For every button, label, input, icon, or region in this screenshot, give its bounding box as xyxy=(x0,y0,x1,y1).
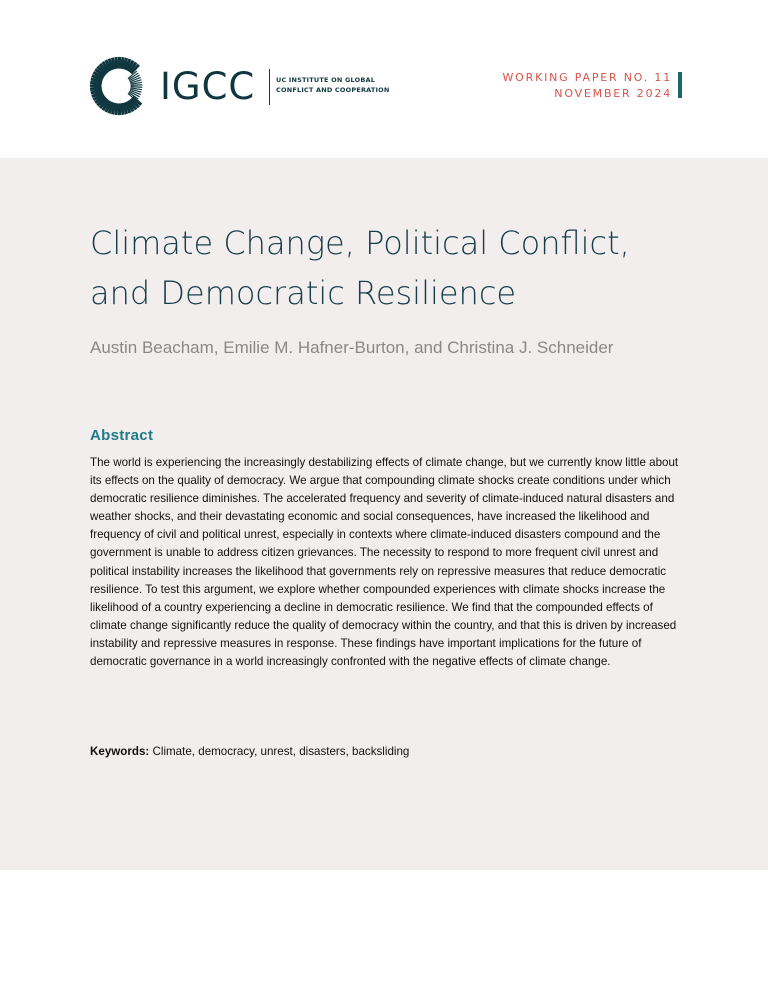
igcc-sunburst-logo-icon xyxy=(88,55,150,117)
paper-title xyxy=(90,218,710,318)
logo-subtitle-line1: UC INSTITUTE ON GLOBAL xyxy=(276,76,376,84)
keywords xyxy=(90,743,686,761)
working-paper-number: WORKING PAPER NO. 11 xyxy=(502,71,672,84)
working-paper-info xyxy=(503,70,673,102)
working-paper-date: NOVEMBER 2024 xyxy=(554,87,672,100)
keywords-list: Climate, democracy, unrest, disasters, backsliding xyxy=(149,745,410,758)
paper-title-line1: Climate Change, Political Conflict, xyxy=(90,224,630,262)
abstract-heading: Abstract xyxy=(90,427,154,444)
logo-divider xyxy=(269,69,270,105)
working-paper-accent-bar xyxy=(678,72,682,98)
keywords-label: Keywords: xyxy=(90,745,150,758)
paper-title-line2: and Democratic Resilience xyxy=(90,274,517,312)
igcc-logo xyxy=(88,55,408,119)
paper-authors: Austin Beacham, Emilie M. Hafner-Burton, and Christina J. Schneider xyxy=(90,338,614,357)
abstract-text: The world is experiencing the increasingly destabilizing effects of climate change, but we currently know little about its effects on the quality of democracy. We argue that compounding climate shocks create conditions under which democratic resilience diminishes. The accelerated frequency and severity of climate-induced natural disasters and weather shocks, and their devastating economic and social consequences, have increased the likelihood and frequency of civil and political unrest, especially in contexts where climate-induced disasters compound and the government is unable to address citizen grievances. The necessity to respond to more frequent civil unrest and political instability increases the likelihood that governments rely on repressive measures that reduce democratic resilience. To test this argument, we explore whether compounded experiences with climate shocks increase the likelihood of a country experiencing a decline in democratic resilience. We find that the compounded effects of climate change significantly reduce the quality of democracy within the country, and that this is driven by increased instability and repressive measures in response. These findings have important implications for the future of democratic governance in a world increasingly confronted with the negative effects of climate change. xyxy=(90,456,679,669)
page-header xyxy=(0,0,768,158)
logo-subtitle xyxy=(276,75,390,95)
logo-wordmark: IGCC xyxy=(160,65,256,108)
logo-subtitle-line2: CONFLICT AND COOPERATION xyxy=(276,86,390,94)
